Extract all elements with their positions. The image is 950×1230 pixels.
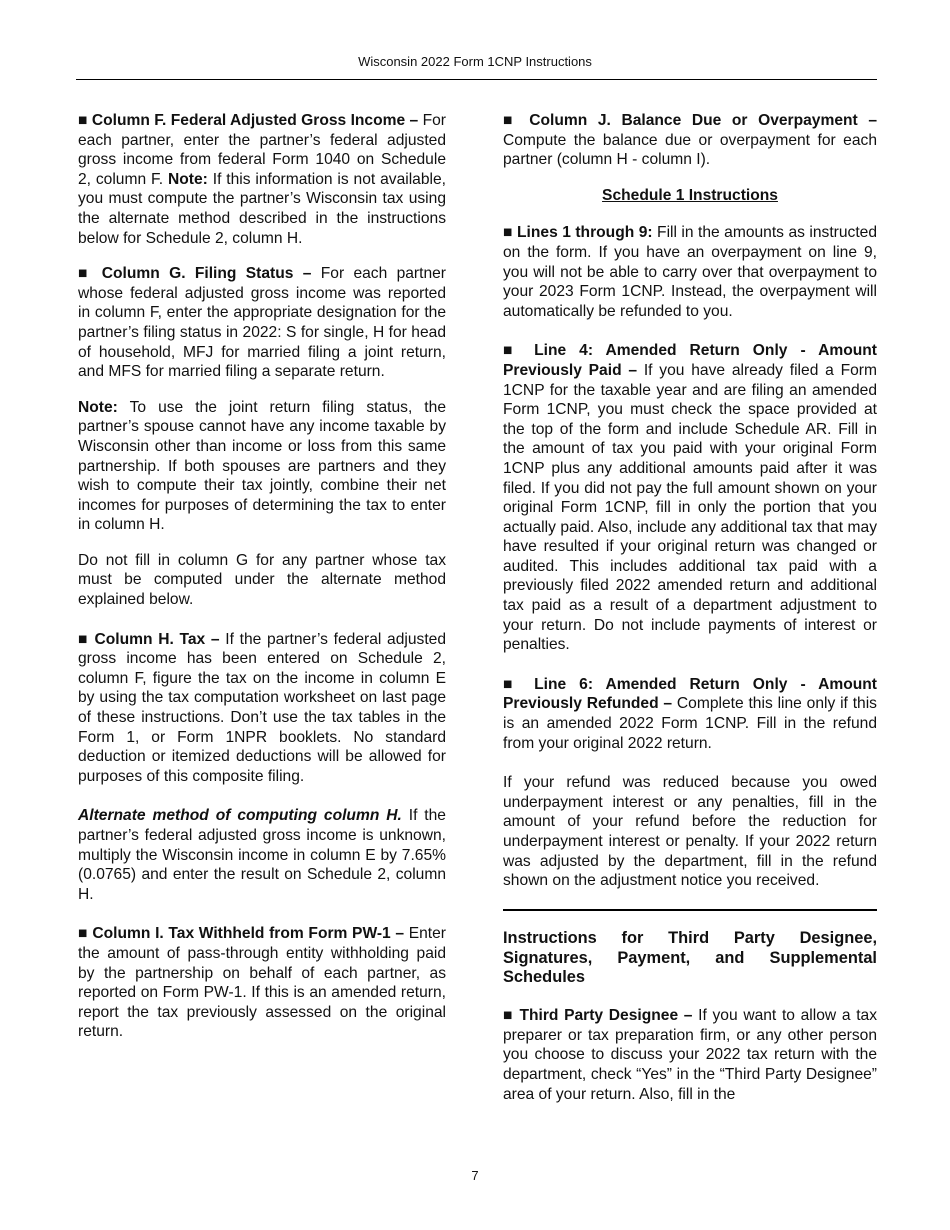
line-6-heading: ■ Line 6: Amended Return Only - Amount Previously Refunded – <box>503 675 877 713</box>
page-header: Wisconsin 2022 Form 1CNP Instructions <box>358 54 592 69</box>
header-divider <box>76 79 877 80</box>
line-6-paragraph <box>503 675 877 753</box>
third-party-section-heading: Instructions for Third Party Designee, Signatures, Payment, and Supplemental Schedules <box>503 928 877 987</box>
column-f-text: For each partner, enter the partner’s federal adjusted gross income from federal Form 1040 on Schedule 2, column F. <box>78 112 446 188</box>
third-party-designee-heading: ■ Third Party Designee – <box>503 1007 693 1025</box>
column-i-heading: ■ Column I. Tax Withheld from Form PW-1 – <box>78 925 405 943</box>
column-f-paragraph <box>78 111 446 248</box>
column-i-paragraph <box>78 924 446 1042</box>
third-party-designee-paragraph <box>503 1006 877 1104</box>
column-f-note-label: Note: <box>168 170 208 188</box>
note-label: Note: <box>78 398 118 416</box>
line-4-paragraph <box>503 341 877 655</box>
third-party-designee-text: If you want to allow a tax preparer or tax preparation firm, or any other person you choose to discuss your 2022 tax return with the department, check “Yes” in the “Third Party Designee” area of your return. Also, fill in the <box>503 1007 877 1103</box>
column-j-paragraph <box>503 111 877 170</box>
column-g-heading: ■ Column G. Filing Status – <box>78 265 312 283</box>
lines-1-9-heading: ■ Lines 1 through 9: <box>503 224 653 242</box>
lines-1-9-text: Fill in the amounts as instructed on the form. If you have an overpayment on line 9, you will not be able to carry over that overpayment to your 2023 Form 1CNP. Instead, the overpayment will automatically be refunded to you. <box>503 224 877 320</box>
lines-1-9-paragraph <box>503 223 877 321</box>
page-number: 7 <box>471 1168 479 1183</box>
column-g-paragraph <box>78 264 446 382</box>
right-column <box>503 111 877 1120</box>
joint-return-note <box>78 398 446 535</box>
alternate-method-heading: Alternate method of computing column H. <box>78 807 402 825</box>
line-4-heading: ■ Line 4: Amended Return Only - Amount Previously Paid – <box>503 342 877 379</box>
column-i-text: Enter the amount of pass-through entity withholding paid by the partnership on behalf of each partner, as reported on Form PW-1. If this is an amended return, report the tax previously assessed on the original return. <box>78 925 446 1041</box>
alternate-method-paragraph <box>78 806 446 904</box>
column-h-heading: ■ Column H. Tax – <box>78 630 220 648</box>
column-j-text: Compute the balance due or overpayment for each partner (column H - column I). <box>503 131 877 169</box>
column-g-extra-paragraph: Do not fill in column G for any partner whose tax must be computed under the alternate method explained below. <box>78 551 446 609</box>
note-text: To use the joint return filing status, the partner’s spouse cannot have any income taxable by Wisconsin other than income or loss from this same partnership. If both spouses are partners and they wish to compute their tax jointly, combine their net incomes for purposes of determining the tax to enter in column H. <box>78 398 446 534</box>
column-h-paragraph <box>78 630 446 787</box>
column-g-text: For each partner whose federal adjusted gross income was reported in column F, enter the appropriate designation for the partner’s filing status in 2022: S for single, H for head of household, MFJ for married filing a joint return, and MFS for married filing a separate return. <box>78 265 446 381</box>
schedule-1-heading: Schedule 1 Instructions <box>602 186 778 204</box>
left-column <box>78 111 446 1058</box>
column-j-heading: ■ Column J. Balance Due or Overpayment – <box>503 112 877 129</box>
column-f-note-text: If this information is not available, you must compute the partner’s Wisconsin tax using the alternate method described in the instructions below for Schedule 2, column H. <box>78 170 446 247</box>
line-4-text: If you have already filed a Form 1CNP for the taxable year and are filing an amended Form 1CNP, you must check the space provided at the top of the form and include Schedule AR. Fill in the amount of tax you paid with your original Form 1CNP plus any additional amounts paid after it was filed. If you did not pay the full amount shown on your original Form 1CNP, fill in only the portion that you actually paid. Also, include any additional tax that may have resulted if your original return was changed or audited. This includes additional tax paid with a previously filed 2022 amended return and additional tax paid as a result of a department adjustment to your return. Do not include payments of interest or penalties. <box>503 361 877 654</box>
section-divider <box>503 909 877 911</box>
line-6-text: Complete this line only if this is an amended 2022 Form 1CNP. Fill in the refund from your original 2022 return. <box>503 695 877 752</box>
refund-reduced-paragraph: If your refund was reduced because you owed underpayment interest or any penalties, fill in the amount of your refund before the reduction for underpayment interest or penalty. If your 2022 return was adjusted by the department, fill in the refund shown on the adjustment notice you received. <box>503 774 877 890</box>
column-f-heading: ■ Column F. Federal Adjusted Gross Income – <box>78 112 419 129</box>
column-h-text: If the partner’s federal adjusted gross income has been entered on Schedule 2, column F, figure the tax on the income in column E by using the tax computation worksheet on last page of these instructions. Don’t use the tax tables in the Form 1, or Form 1NPR booklets. No standard deduction or itemized deductions will be allowed for purposes of this composite filing. <box>78 630 446 785</box>
alternate-method-text: If the partner’s federal adjusted gross income is unknown, multiply the Wisconsin income in column E by 7.65% (0.0765) and enter the result on Schedule 2, column H. <box>78 807 446 903</box>
